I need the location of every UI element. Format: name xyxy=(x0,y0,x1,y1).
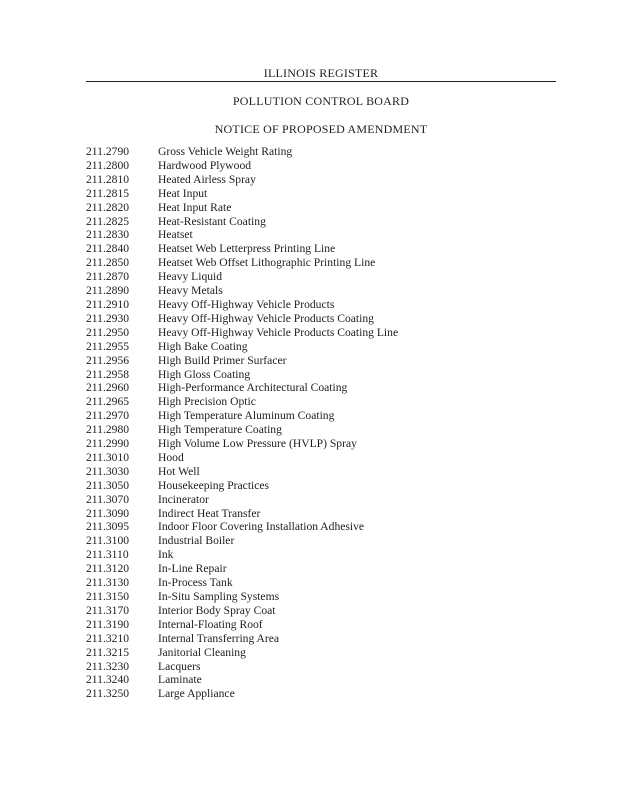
section-number: 211.2890 xyxy=(86,284,130,298)
register-header: ILLINOIS REGISTER xyxy=(86,66,556,82)
definition-term: Indoor Floor Covering Installation Adhesive xyxy=(158,520,365,534)
definition-term: High Precision Optic xyxy=(158,395,256,409)
definition-row xyxy=(86,437,556,451)
definition-row xyxy=(86,618,556,632)
section-number: 211.3100 xyxy=(86,534,130,548)
definition-term: In-Line Repair xyxy=(158,562,227,576)
section-number: 211.2790 xyxy=(86,145,130,158)
definition-term: In-Process Tank xyxy=(158,576,233,590)
definition-row xyxy=(86,256,556,270)
section-number: 211.2870 xyxy=(86,270,130,284)
definition-term: High Bake Coating xyxy=(158,339,248,353)
definition-term: High Temperature Aluminum Coating xyxy=(158,409,335,423)
definition-term: Heavy Liquid xyxy=(158,270,223,284)
board-title: POLLUTION CONTROL BOARD xyxy=(232,94,410,108)
section-number: 211.2840 xyxy=(86,242,130,256)
definition-term: In-Situ Sampling Systems xyxy=(158,590,280,603)
definition-row xyxy=(86,242,556,256)
definition-row xyxy=(86,145,556,159)
definition-term: Laminate xyxy=(158,673,202,687)
definition-row xyxy=(86,548,556,562)
definition-term: Heatset xyxy=(158,228,193,242)
definition-row xyxy=(86,201,556,215)
section-number: 211.3095 xyxy=(86,520,130,534)
definitions-list xyxy=(86,145,556,701)
definition-term: Indirect Heat Transfer xyxy=(158,506,261,520)
definition-term: Ink xyxy=(158,548,174,562)
definition-term: Housekeeping Practices xyxy=(158,478,270,492)
definition-term: Lacquers xyxy=(158,659,201,673)
section-number: 211.3030 xyxy=(86,464,130,478)
definition-term: High Gloss Coating xyxy=(158,367,251,381)
section-number: 211.2815 xyxy=(86,186,130,200)
definition-row xyxy=(86,312,556,326)
definition-term: Heat-Resistant Coating xyxy=(158,214,266,228)
definition-row xyxy=(86,646,556,660)
section-number: 211.2825 xyxy=(86,214,130,228)
definition-row xyxy=(86,423,556,437)
definition-term: Hot Well xyxy=(158,464,200,478)
definition-row xyxy=(86,173,556,187)
definition-row xyxy=(86,493,556,507)
definition-term: High Temperature Coating xyxy=(158,423,282,437)
definition-row xyxy=(86,298,556,312)
definition-row xyxy=(86,534,556,548)
section-number: 211.3190 xyxy=(86,617,130,631)
section-number: 211.2820 xyxy=(86,200,130,214)
definition-row xyxy=(86,368,556,382)
definition-row xyxy=(86,270,556,284)
notice-title: NOTICE OF PROPOSED AMENDMENT xyxy=(214,122,428,136)
definition-term: Heatset Web Letterpress Printing Line xyxy=(158,242,336,256)
section-number: 211.2955 xyxy=(86,339,130,353)
definition-term: Heated Airless Spray xyxy=(158,172,256,186)
section-number: 211.2965 xyxy=(86,395,130,409)
definition-row xyxy=(86,604,556,618)
definition-term: High-Performance Architectural Coating xyxy=(158,381,348,395)
definition-row xyxy=(86,465,556,479)
section-number: 211.3170 xyxy=(86,603,130,617)
definition-term: Gross Vehicle Weight Rating xyxy=(158,145,293,158)
definition-term: Hood xyxy=(158,450,184,464)
definition-row xyxy=(86,409,556,423)
section-number: 211.3150 xyxy=(86,590,130,603)
definition-row xyxy=(86,520,556,534)
definition-row xyxy=(86,687,556,701)
section-number: 211.2850 xyxy=(86,256,130,270)
definition-row xyxy=(86,507,556,521)
definition-row xyxy=(86,284,556,298)
section-number: 211.3120 xyxy=(86,562,130,576)
section-number: 211.3130 xyxy=(86,576,130,590)
definition-row xyxy=(86,673,556,687)
definition-row xyxy=(86,660,556,674)
definition-row xyxy=(86,395,556,409)
definition-term: Heavy Off-Highway Vehicle Products xyxy=(158,297,335,311)
section-number: 211.3230 xyxy=(86,659,130,673)
definition-term: Heavy Off-Highway Vehicle Products Coating xyxy=(158,311,374,325)
definition-row xyxy=(86,562,556,576)
section-number: 211.3215 xyxy=(86,645,130,659)
section-number: 211.3010 xyxy=(86,450,130,464)
section-number: 211.3110 xyxy=(86,548,129,562)
section-number: 211.2930 xyxy=(86,311,130,325)
definition-term: Hardwood Plywood xyxy=(158,158,252,172)
section-number: 211.2960 xyxy=(86,381,130,395)
section-number: 211.2800 xyxy=(86,158,130,172)
definition-row xyxy=(86,354,556,368)
section-number: 211.2910 xyxy=(86,297,130,311)
definition-term: Janitorial Cleaning xyxy=(158,645,246,659)
definition-row xyxy=(86,228,556,242)
definition-term: Industrial Boiler xyxy=(158,534,235,548)
definition-row xyxy=(86,632,556,646)
definition-row xyxy=(86,326,556,340)
definition-row xyxy=(86,479,556,493)
definition-term: Heavy Metals xyxy=(158,284,223,298)
section-number: 211.3210 xyxy=(86,631,130,645)
section-number: 211.3250 xyxy=(86,687,130,701)
definition-term: High Volume Low Pressure (HVLP) Spray xyxy=(158,437,357,451)
section-number: 211.2830 xyxy=(86,228,130,242)
section-number: 211.2956 xyxy=(86,353,130,367)
section-number: 211.3070 xyxy=(86,492,130,506)
section-number: 211.3090 xyxy=(86,506,130,520)
section-number: 211.2950 xyxy=(86,325,130,339)
definition-term: Interior Body Spray Coat xyxy=(158,603,276,617)
definition-term: Heavy Off-Highway Vehicle Products Coating Line xyxy=(158,325,399,339)
definition-term: Heat Input Rate xyxy=(158,200,232,214)
definition-row xyxy=(86,576,556,590)
definition-row xyxy=(86,451,556,465)
definition-term: Internal-Floating Roof xyxy=(158,617,263,631)
section-number: 211.2990 xyxy=(86,437,130,451)
definition-term: Incinerator xyxy=(158,492,209,506)
definition-row xyxy=(86,590,556,604)
section-number: 211.2810 xyxy=(86,172,130,186)
section-number: 211.3240 xyxy=(86,673,130,687)
definition-row xyxy=(86,381,556,395)
section-number: 211.2980 xyxy=(86,423,130,437)
definition-term: Heatset Web Offset Lithographic Printing Line xyxy=(158,256,376,270)
definition-term: Internal Transferring Area xyxy=(158,631,280,645)
section-number: 211.2970 xyxy=(86,409,130,423)
section-number: 211.2958 xyxy=(86,367,130,381)
definition-row xyxy=(86,215,556,229)
definition-term: High Build Primer Surfacer xyxy=(158,353,287,367)
definition-row xyxy=(86,340,556,354)
definition-row xyxy=(86,187,556,201)
definition-term: Large Appliance xyxy=(158,687,235,701)
definition-term: Heat Input xyxy=(158,186,208,200)
definition-row xyxy=(86,159,556,173)
section-number: 211.3050 xyxy=(86,478,130,492)
